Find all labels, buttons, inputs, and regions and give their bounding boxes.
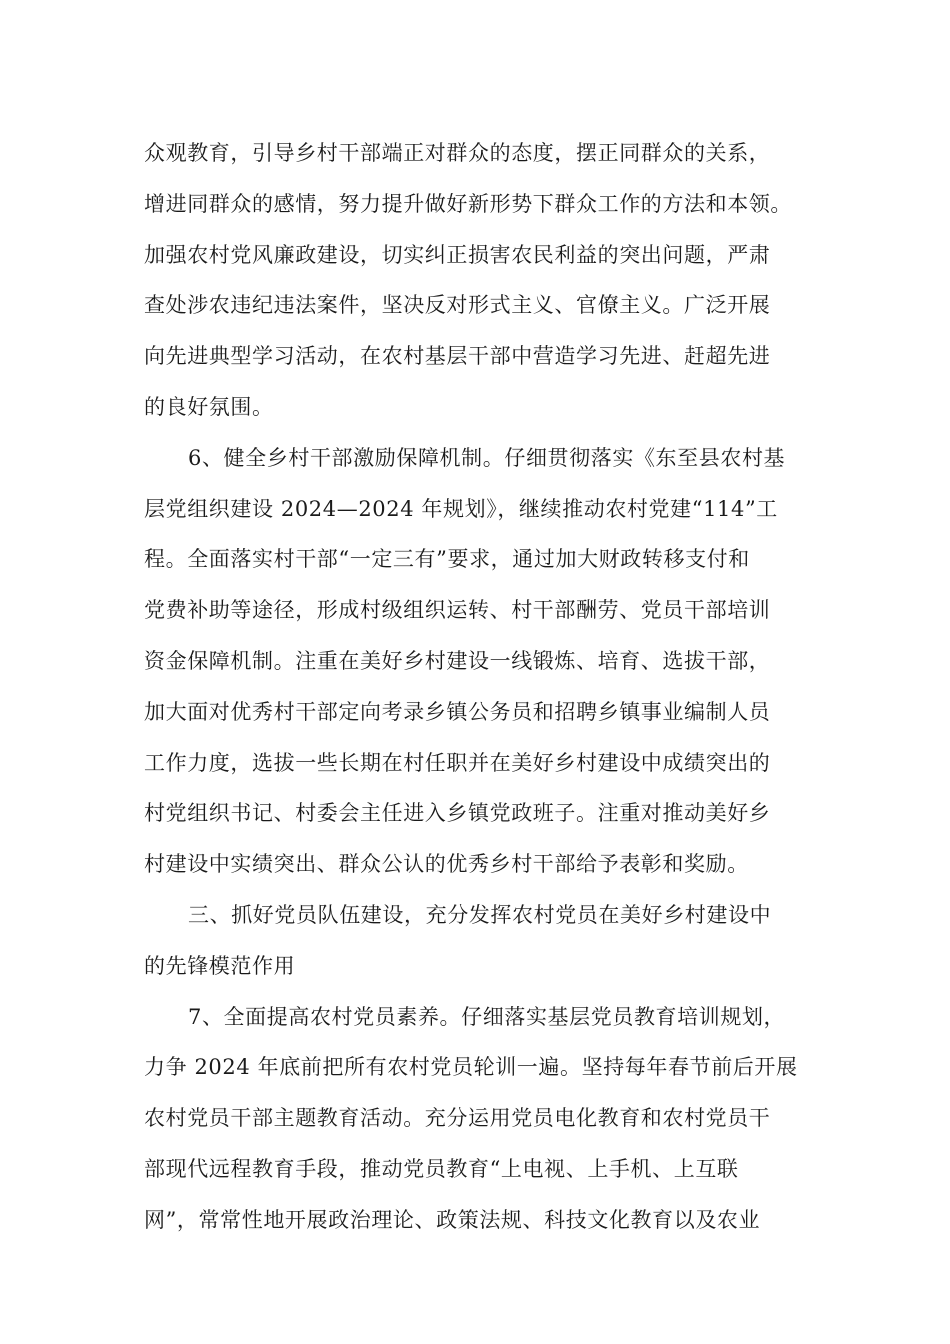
text-line: 党费补助等途径，形成村级组织运转、村干部酬劳、党员干部培训 <box>144 598 771 623</box>
text-line: 查处涉农违纪违法案件，坚决反对形式主义、官僚主义。广泛开展 <box>144 293 771 318</box>
text-line: 部现代远程教育手段，推动党员教育“上电视、上手机、上互联 <box>144 1156 739 1181</box>
text-line: 工作力度，选拔一些长期在村任职并在美好乡村建设中成绩突出的 <box>144 750 771 775</box>
text-line: 增进同群众的感情，努力提升做好新形势下群众工作的方法和本领。 <box>144 191 792 216</box>
text-line: 6、健全乡村干部激励保障机制。仔细贯彻落实《东至县农村基 <box>188 445 786 470</box>
text-line: 加大面对优秀村干部定向考录乡镇公务员和招聘乡镇事业编制人员 <box>144 699 771 724</box>
text-line: 资金保障机制。注重在美好乡村建设一线锻炼、培育、选拔干部， <box>144 648 771 673</box>
text-line: 网”，常常性地开展政治理论、政策法规、科技文化教育以及农业 <box>144 1207 761 1232</box>
text-line: 农村党员干部主题教育活动。充分运用党员电化教育和农村党员干 <box>144 1106 771 1131</box>
text-line: 众观教育，引导乡村干部端正对群众的态度，摆正同群众的关系， <box>144 141 771 165</box>
text-line: 的先锋模范作用 <box>144 953 296 978</box>
text-line: 7、全面提高农村党员素养。仔细落实基层党员教育培训规划， <box>188 1004 786 1029</box>
text-line: 的良好氛围。 <box>144 394 274 419</box>
text-line: 村党组织书记、村委会主任进入乡镇党政班子。注重对推动美好乡 <box>144 801 771 826</box>
text-line: 向先进典型学习活动，在农村基层干部中营造学习先进、赶超先进 <box>144 344 771 369</box>
text-line: 程。全面落实村干部“一定三有”要求，通过加大财政转移支付和 <box>144 547 750 572</box>
body-text <box>144 128 824 1246</box>
text-line: 村建设中实绩突出、群众公认的优秀乡村干部给予表彰和奖励。 <box>144 852 749 877</box>
text-line: 加强农村党风廉政建设，切实纠正损害农民利益的突出问题，严肃 <box>144 242 771 267</box>
text-line: 三、抓好党员队伍建设，充分发挥农村党员在美好乡村建设中 <box>188 902 772 927</box>
text-line: 层党组织建设 2024—2024 年规划》，继续推动农村党建“114”工 <box>144 496 778 521</box>
text-line: 力争 2024 年底前把所有农村党员轮训一遍。坚持每年春节前后开展 <box>144 1055 798 1080</box>
